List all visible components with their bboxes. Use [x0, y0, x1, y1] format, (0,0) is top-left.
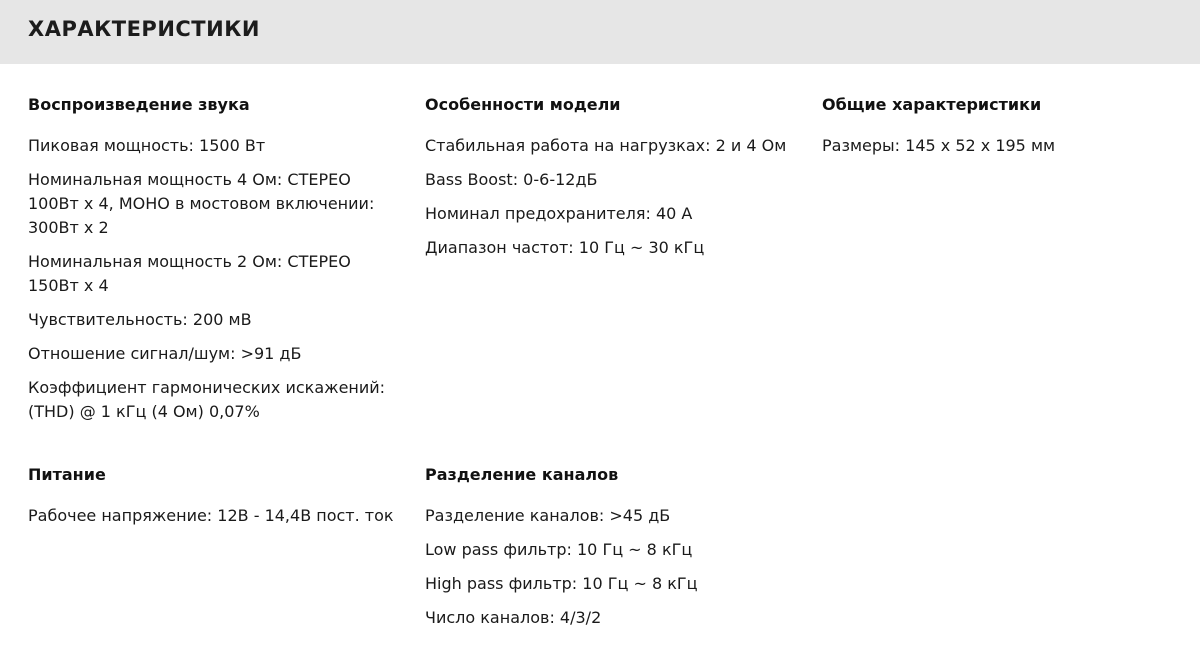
section-title: Питание [28, 465, 106, 484]
spec-item: Диапазон частот: 10 Гц ~ 30 кГц [425, 238, 705, 257]
spec-item: Номинал предохранителя: 40 А [425, 204, 693, 223]
spec-item: High pass фильтр: 10 Гц ~ 8 кГц [425, 574, 698, 593]
spec-item: Разделение каналов: >45 дБ [425, 506, 671, 525]
spec-item: Рабочее напряжение: 12В - 14,4В пост. ток [28, 506, 394, 525]
section-model-features [425, 94, 795, 270]
page-title: ХАРАКТЕРИСТИКИ [28, 17, 260, 41]
specs-header [0, 0, 1200, 64]
spec-item: Коэффициент гармонических искажений: (THD) @ 1 кГц (4 Ом) 0,07% [28, 378, 386, 421]
spec-item: Число каналов: 4/3/2 [425, 608, 602, 627]
section-title: Особенности модели [425, 95, 621, 114]
spec-item: Low pass фильтр: 10 Гц ~ 8 кГц [425, 540, 693, 559]
spec-item: Bass Boost: 0-6-12дБ [425, 170, 598, 189]
section-title: Общие характеристики [822, 95, 1042, 114]
spec-item: Отношение сигнал/шум: >91 дБ [28, 344, 302, 363]
spec-item: Пиковая мощность: 1500 Вт [28, 136, 266, 155]
spec-item: Размеры: 145 х 52 х 195 мм [822, 136, 1056, 155]
spec-item: Номинальная мощность 4 Ом: СТЕРЕО 100Вт х 4, МОНО в мостовом включении: 300Вт х 2 [28, 170, 375, 237]
spec-item: Номинальная мощность 2 Ом: СТЕРЕО 150Вт х 4 [28, 252, 351, 295]
section-title: Воспроизведение звука [28, 95, 250, 114]
section-general [822, 94, 1192, 168]
section-sound-playback [28, 94, 398, 434]
section-title: Разделение каналов [425, 465, 619, 484]
spec-item: Стабильная работа на нагрузках: 2 и 4 Ом [425, 136, 787, 155]
spec-item: Чувствительность: 200 мВ [28, 310, 252, 329]
section-power [28, 464, 398, 538]
section-channel-separation [425, 464, 795, 640]
